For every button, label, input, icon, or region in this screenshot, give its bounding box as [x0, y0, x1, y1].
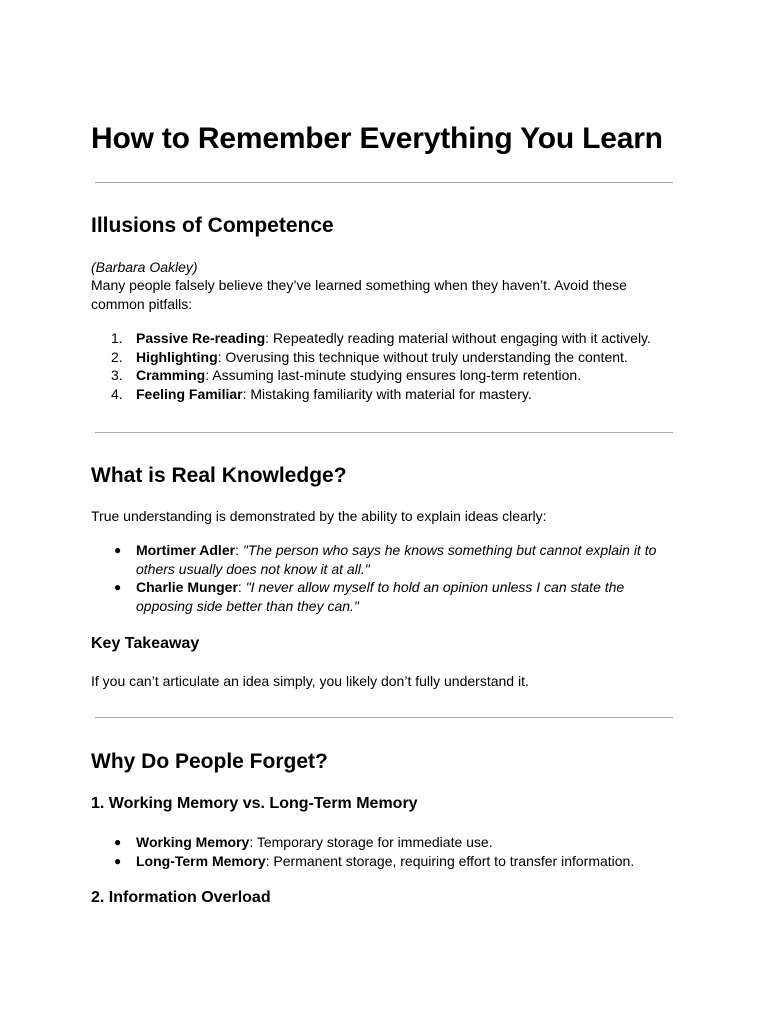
pitfalls-list	[91, 329, 681, 403]
item-term: Cramming	[136, 367, 206, 383]
intro-paragraph: Many people falsely believe they’ve learned something when they haven’t. Avoid these common pitfalls:	[91, 277, 627, 312]
section-heading-illusions: Illusions of Competence	[91, 214, 334, 237]
list-number: 3.	[111, 367, 123, 383]
divider	[95, 182, 673, 183]
list-number: 1.	[111, 330, 123, 346]
takeaway-paragraph: If you can’t articulate an idea simply, you likely don’t fully understand it.	[91, 673, 529, 689]
list-item	[91, 852, 681, 871]
attribution: (Barbara Oakley)	[91, 259, 198, 275]
quote-author: Mortimer Adler	[136, 542, 236, 558]
list-item	[91, 329, 681, 348]
list-item	[91, 833, 681, 852]
list-number: 2.	[111, 348, 123, 365]
list-item	[91, 541, 681, 578]
bullet-icon: ●	[114, 580, 122, 594]
subheading-key-takeaway: Key Takeaway	[91, 635, 200, 652]
intro-paragraph: True understanding is demonstrated by the ability to explain ideas clearly:	[91, 508, 547, 524]
list-item	[91, 366, 681, 385]
bullet-icon: ●	[114, 543, 122, 557]
item-description: : Temporary storage for immediate use.	[249, 834, 493, 850]
list-item	[91, 348, 681, 367]
item-term: Highlighting	[136, 348, 218, 365]
quote-text: "The person who says he knows something but cannot explain it to others usually does not know it at all."	[136, 542, 657, 577]
quote-text: "I never allow myself to hold an opinion unless I can state the opposing side better than they can."	[136, 579, 625, 614]
item-term: Working Memory	[136, 834, 250, 850]
item-description: : Repeatedly reading material without engaging with it actively.	[265, 330, 651, 346]
divider	[95, 717, 673, 718]
item-description: : Overusing this technique without truly understanding the content.	[217, 348, 628, 365]
quotes-list	[91, 541, 681, 615]
quote-separator: :	[237, 579, 246, 595]
item-description: : Mistaking familiarity with material for mastery.	[242, 385, 532, 402]
item-term: Passive Re-reading	[136, 330, 266, 346]
list-number: 4.	[111, 385, 123, 402]
list-item	[91, 578, 681, 615]
item-description: : Assuming last-minute studying ensures long-term retention.	[205, 367, 582, 383]
subheading-overload: 2. Information Overload	[91, 889, 271, 906]
section-heading-forget: Why Do People Forget?	[91, 750, 328, 773]
list-item	[91, 385, 681, 404]
quote-separator: :	[235, 542, 243, 558]
bullet-icon: ●	[114, 853, 122, 868]
quote-author: Charlie Munger	[136, 579, 238, 595]
subheading-memory: 1. Working Memory vs. Long-Term Memory	[91, 795, 418, 812]
divider	[95, 432, 673, 433]
section-heading-knowledge: What is Real Knowledge?	[91, 464, 347, 487]
memory-list	[91, 833, 681, 870]
item-description: : Permanent storage, requiring effort to transfer information.	[265, 852, 635, 869]
bullet-icon: ●	[114, 835, 122, 849]
document-title: How to Remember Everything You Learn	[91, 122, 663, 155]
item-term: Long-Term Memory	[136, 852, 266, 869]
item-term: Feeling Familiar	[136, 385, 243, 402]
